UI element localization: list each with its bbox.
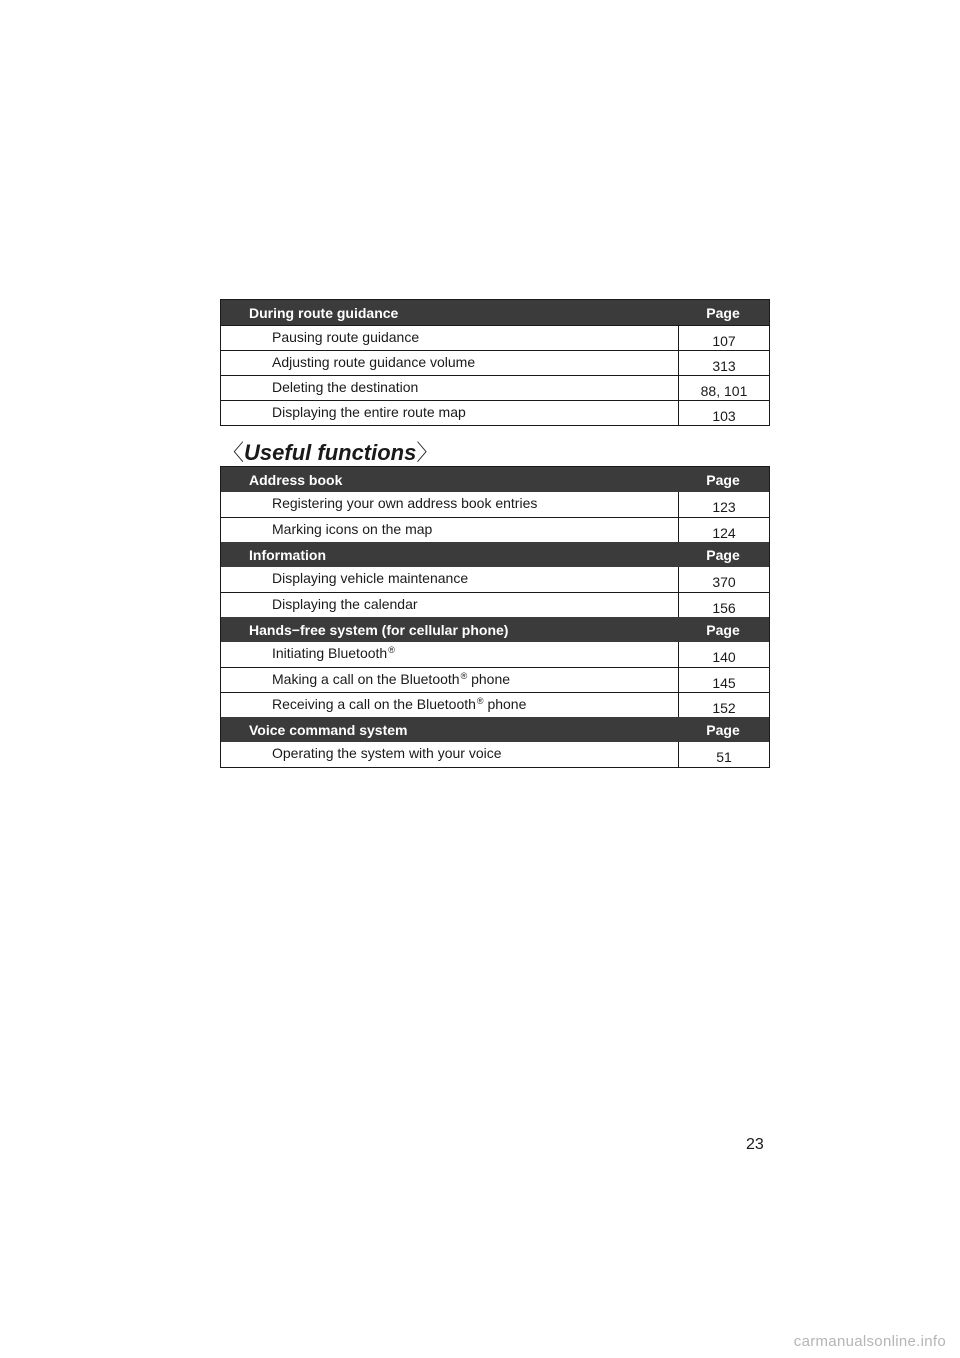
label-text: Initiating Bluetooth [272, 645, 388, 661]
row-page: 124 [678, 518, 769, 542]
row-label [221, 642, 678, 667]
table-row [221, 325, 769, 350]
row-page: 156 [678, 593, 769, 617]
header-page-label: Page [706, 621, 740, 638]
row-page: 145 [678, 668, 769, 692]
table-row [221, 667, 769, 692]
header-page-label: Page [706, 304, 740, 321]
row-label [221, 693, 678, 717]
page-number: 23 [746, 1136, 764, 1153]
table-row [221, 375, 769, 400]
table-row [221, 567, 769, 592]
header-page-label: Page [706, 721, 740, 738]
table-row [221, 742, 769, 767]
row-label [221, 668, 678, 692]
table-row [221, 642, 769, 667]
row-label: Displaying the calendar [272, 596, 418, 612]
row-label: Adjusting route guidance volume [272, 354, 476, 370]
table-row [221, 400, 769, 425]
registered-mark: ® [476, 696, 484, 706]
row-page: 370 [678, 567, 769, 592]
row-page: 313 [678, 351, 769, 375]
row-label: Displaying the entire route map [272, 404, 466, 420]
label-text-suffix: phone [467, 671, 511, 687]
group-header-voice-command [221, 717, 769, 742]
registered-mark: ® [388, 645, 395, 655]
group-header-address-book [221, 467, 769, 492]
group-header-hands-free [221, 617, 769, 642]
table-row [221, 517, 769, 542]
table-header [221, 300, 769, 325]
section-title-text: Useful functions [244, 440, 417, 465]
bracket-close: 〉 [416, 440, 439, 465]
group-title: Information [249, 546, 326, 563]
group-header-information [221, 542, 769, 567]
row-label: Registering your own address book entries [272, 495, 538, 511]
label-text: Making a call on the Bluetooth [272, 671, 460, 687]
header-page-label: Page [706, 471, 740, 488]
table-row [221, 692, 769, 717]
row-page: 51 [678, 742, 769, 767]
row-page: 103 [678, 401, 769, 425]
row-label: Displaying vehicle maintenance [272, 570, 469, 586]
header-title: During route guidance [249, 304, 399, 321]
row-page: 140 [678, 642, 769, 667]
route-guidance-table [220, 299, 770, 426]
row-page: 123 [678, 492, 769, 517]
row-page: 88, 101 [678, 376, 769, 400]
row-page: 107 [678, 326, 769, 350]
row-label: Operating the system with your voice [272, 745, 502, 761]
row-page: 152 [678, 693, 769, 717]
row-label: Deleting the destination [272, 379, 419, 395]
bracket-open: 〈 [222, 440, 245, 465]
row-label: Marking icons on the map [272, 521, 433, 537]
header-page-label: Page [706, 546, 740, 563]
registered-mark: ® [460, 671, 468, 681]
section-title [222, 436, 438, 467]
row-label: Pausing route guidance [272, 329, 420, 345]
group-title: Address book [249, 471, 343, 488]
label-text-suffix: phone [483, 696, 527, 712]
group-title: Hands−free system (for cellular phone) [249, 621, 509, 638]
table-row [221, 492, 769, 517]
group-title: Voice command system [249, 721, 408, 738]
table-row [221, 350, 769, 375]
useful-functions-table [220, 466, 770, 768]
label-text: Receiving a call on the Bluetooth [272, 696, 476, 712]
table-row [221, 592, 769, 617]
watermark: carmanualsonline.info [793, 1333, 946, 1350]
